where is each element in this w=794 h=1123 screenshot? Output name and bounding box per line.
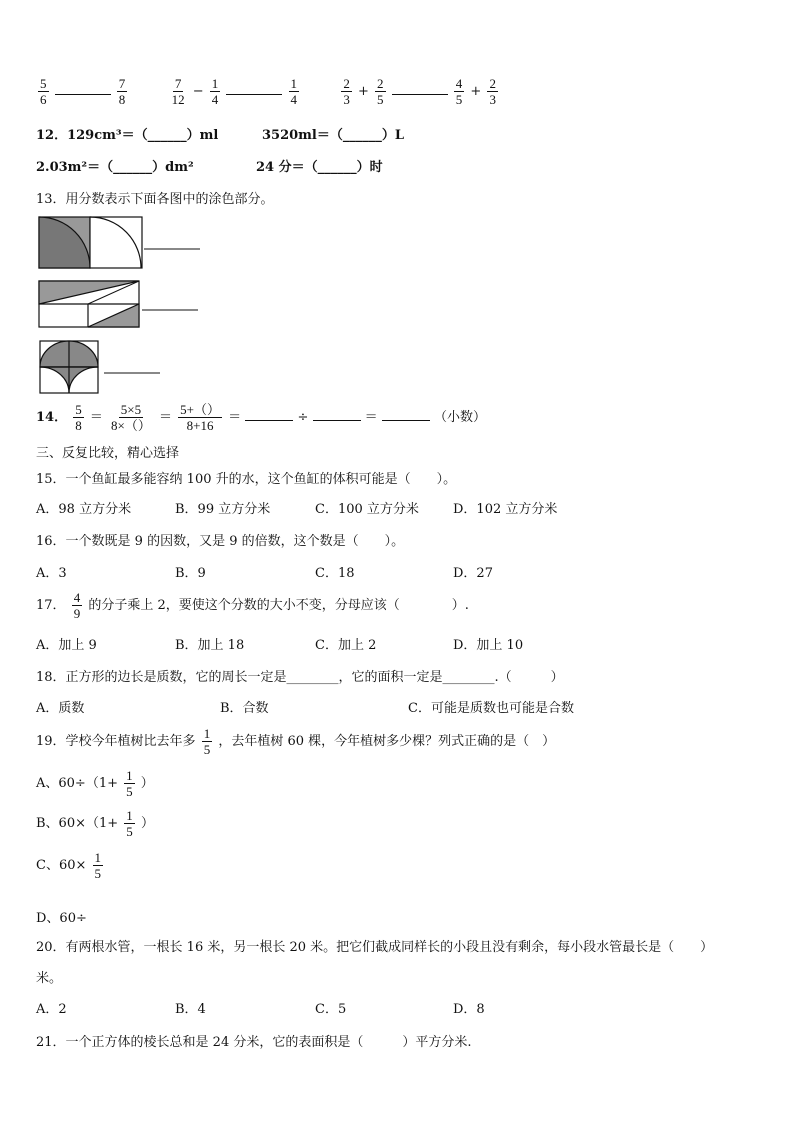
section-heading: 三、反复比较，精心选择 (36, 446, 180, 461)
q21-text: 21．一个正方体的棱长总和是 24 分米，它的表面积是（ ）平方分米. (36, 1035, 472, 1050)
option-c[interactable]: C．18 (315, 566, 355, 581)
option-b[interactable]: B．4 (175, 1002, 206, 1017)
operator: + (357, 84, 369, 99)
fraction: $\frac{7}{12}$ (171, 76, 185, 107)
q12-line1b: 3520ml＝（______）L (262, 128, 405, 143)
option-a[interactable]: A．3 (36, 566, 67, 581)
q20-text: 20．有两根水管，一根长 16 米，另一根长 20 米。把它们截成同样长的小段且没有剩余，每小段水管最长是（ ） (36, 940, 714, 955)
option-a[interactable]: A．质数 (36, 701, 85, 716)
fraction: $\frac{5}{6}$ (40, 76, 47, 107)
q18-text: 18．正方形的边长是质数，它的周长一定是________，它的面积一定是________.（ ） (36, 670, 564, 685)
option-d[interactable]: D．27 (453, 566, 493, 581)
option-b[interactable]: B．9 (175, 566, 206, 581)
option-c[interactable]: C．5 (315, 1002, 347, 1017)
option-a[interactable]: A、60÷（1+ $\frac{1}{5}$ ） (36, 768, 154, 799)
option-d[interactable]: D．加上 10 (453, 638, 524, 653)
option-c[interactable]: C．加上 2 (315, 638, 377, 653)
q12-line1a: 12．129cm³＝（______）ml (36, 128, 219, 143)
fraction: $\frac{5}{8}$ (75, 402, 82, 433)
fraction: $\frac{1}{5}$ (94, 850, 102, 881)
fraction: $\frac{1}{4}$ (290, 76, 298, 107)
option-a[interactable]: A．98 立方分米 (36, 502, 132, 517)
operator: − (192, 84, 204, 99)
answer-blank[interactable] (226, 94, 282, 95)
option-c[interactable]: C．可能是质数也可能是合数 (408, 701, 574, 716)
answer-blank[interactable] (392, 94, 448, 95)
fraction: $\frac{5+()}{8+16}$ (180, 402, 221, 433)
fraction: $\frac{2}{3}$ (343, 76, 350, 107)
option-a[interactable]: A．加上 9 (36, 638, 97, 653)
option-c[interactable]: C、60× $\frac{1}{5}$ (36, 850, 102, 881)
fraction: $\frac{2}{5}$ (377, 76, 384, 107)
q20-text-cont: 米。 (36, 971, 63, 986)
answer-blank[interactable] (245, 420, 293, 421)
fraction: $\frac{2}{3}$ (489, 76, 496, 107)
answer-blank[interactable] (313, 420, 361, 421)
q16-text: 16．一个数既是 9 的因数，又是 9 的倍数，这个数是（ ）。 (36, 534, 405, 549)
option-b[interactable]: B、60×（1+ $\frac{1}{5}$ ） (36, 808, 154, 839)
option-d[interactable]: D．102 立方分米 (453, 502, 558, 517)
q12-line2a: 2.03m²＝（______）dm² (36, 160, 194, 175)
figure-semicircle-square (38, 339, 164, 395)
fraction: $\frac{1}{4}$ (211, 76, 219, 107)
figure-rectangle-triangles (38, 280, 204, 330)
answer-blank[interactable] (382, 420, 430, 421)
option-b[interactable]: B．99 立方分米 (175, 502, 271, 517)
fraction: $\frac{1}{5}$ (126, 768, 133, 799)
option-d[interactable]: D、60÷ (36, 911, 87, 926)
fraction: $\frac{4}{9}$ (73, 590, 81, 621)
q19-row: 19．学校今年植树比去年多 $\frac{1}{5}$ ，去年植树 60 棵，今年植树多少棵？列式正确的是（ ） (36, 726, 556, 757)
fraction: $\frac{7}{8}$ (118, 76, 126, 107)
q17-row: 17． $\frac{4}{9}$ 的分子乘上 2，要使这个分数的大小不变，分母应该（ ）. (36, 590, 469, 621)
fraction: $\frac{1}{5}$ (126, 808, 133, 839)
fraction: $\frac{5\times 5}{8\times()}$ (111, 402, 151, 433)
option-d[interactable]: D．8 (453, 1002, 485, 1017)
q15-text: 15．一个鱼缸最多能容纳 100 升的水，这个鱼缸的体积可能是（ ）。 (36, 472, 457, 487)
q14-row: 14． $\frac{5}{8}$ ＝ $\frac{5\times 5}{8\times()}$ ＝ $\frac{5+()}{8+16}$ ＝ ÷ ＝ （小数） (36, 402, 486, 433)
answer-blank[interactable] (55, 94, 111, 95)
option-b[interactable]: B．加上 18 (175, 638, 245, 653)
option-c[interactable]: C．100 立方分米 (315, 502, 419, 517)
q11-row (36, 76, 500, 107)
fraction: $\frac{1}{5}$ (203, 726, 211, 757)
q13-text: 13．用分数表示下面各图中的涂色部分。 (36, 192, 274, 207)
q12-line2b: 24 分＝（______）时 (256, 160, 383, 175)
figure-quarter-circles (38, 216, 204, 270)
option-b[interactable]: B．合数 (220, 701, 269, 716)
option-a[interactable]: A．2 (36, 1002, 67, 1017)
fraction: $\frac{4}{5}$ (455, 76, 463, 107)
operator: + (470, 84, 482, 99)
